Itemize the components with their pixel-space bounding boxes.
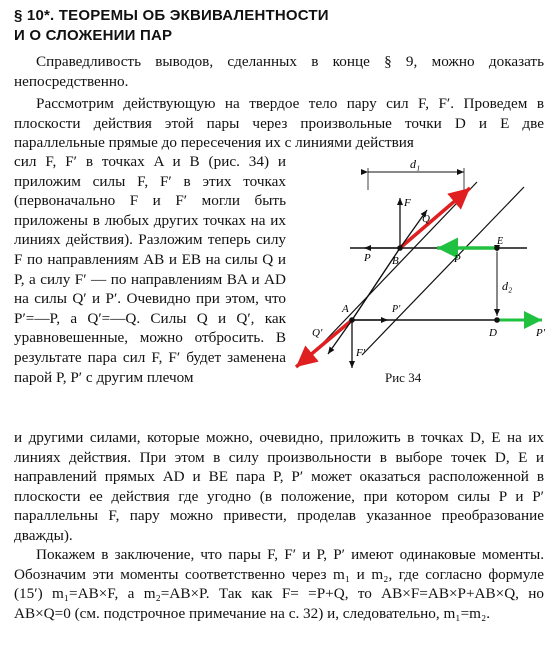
paragraph-3: Покажем в заключение, что пары F, F′ и P, P′ имеют одинаковые моменты. Обозначим эти моменты соответственно через m₁ и m₂, где согласно формуле (15′) m₁=AB×F, а m₂=AB×P. Так как F= =P+Q, то AB×F=AB×P+AB×Q, но AB×Q=0 (см. подстрочное примечание на с. 32) и, следовательно, m₁=m₂. [14,546,544,622]
label-e: E [497,236,504,247]
label-f: F [404,197,411,209]
heading-line-1: § 10*. ТЕОРЕМЫ ОБ ЭКВИВАЛЕНТНОСТИ [14,7,329,24]
section-heading [14,6,394,46]
paragraph-2-wrap: сил F, F′ в точках A и B (рис. 34) и приложим силы F, F′ в этих точках (первоначально F и F′ могли быть приложены в любых других точках на их линиях действия). Разложим теперь силу F по направлениям AB и EB на силы Q и P, а силу F′ — по направлениям BA и AD на силы Q′ и P′. Очевидно при этом, что P′=—P, а Q′=—Q. Силы Q и Q′, как уравновешенные, можно отбросить. В результате пара сил F, F′ будет заменена парой P, P′ с другим плечом [14,153,286,386]
line-of-action-f-prime [302,182,477,365]
label-p-prime-green: P′ [536,327,546,339]
label-p: P [364,252,371,264]
label-q-prime: Q′ [312,327,323,339]
paragraph-2-full: Рассмотрим действующую на твердое тело пару сил F, F′. Проведем в плоскости действия этой пары через произвольные точки D и E две параллельные прямые до пересечения их с линиями действия [14,95,544,152]
label-p-prime: P′ [392,304,401,315]
figure-34-diagram [292,150,554,382]
label-f-prime: F′ [356,347,366,359]
paragraph-1: Справедливость выводов, сделанных в конце § 9, можно доказать непосредственно. [14,53,544,90]
figure-caption: Рис 34 [385,370,422,385]
point-d [494,317,500,323]
label-d: D [489,327,497,339]
label-q: Q [422,213,430,225]
paragraph-2-tail: и другими силами, которые можно, очевидно, приложить в точках D, E на их линиях действия. При этом в силу произвольности в выборе точек D, E и направлений прямых AD и BE пара P, P′ может оказаться расположенной в плоскости ее действия где угодно (в положение, при котором силы P и P′ параллельны F, пару можно привести, проделав указанное преобразование дважды). [14,429,544,544]
label-d2: d₂ [502,279,513,293]
label-a: A [342,303,349,315]
force-f-prime-arrow [296,320,352,367]
heading-line-2: И О СЛОЖЕНИИ ПАР [14,27,173,44]
point-a [349,317,355,323]
label-p-green: P [454,253,461,265]
point-b [397,245,403,251]
label-b: B [392,255,399,267]
label-d1: d₁ [410,157,421,171]
